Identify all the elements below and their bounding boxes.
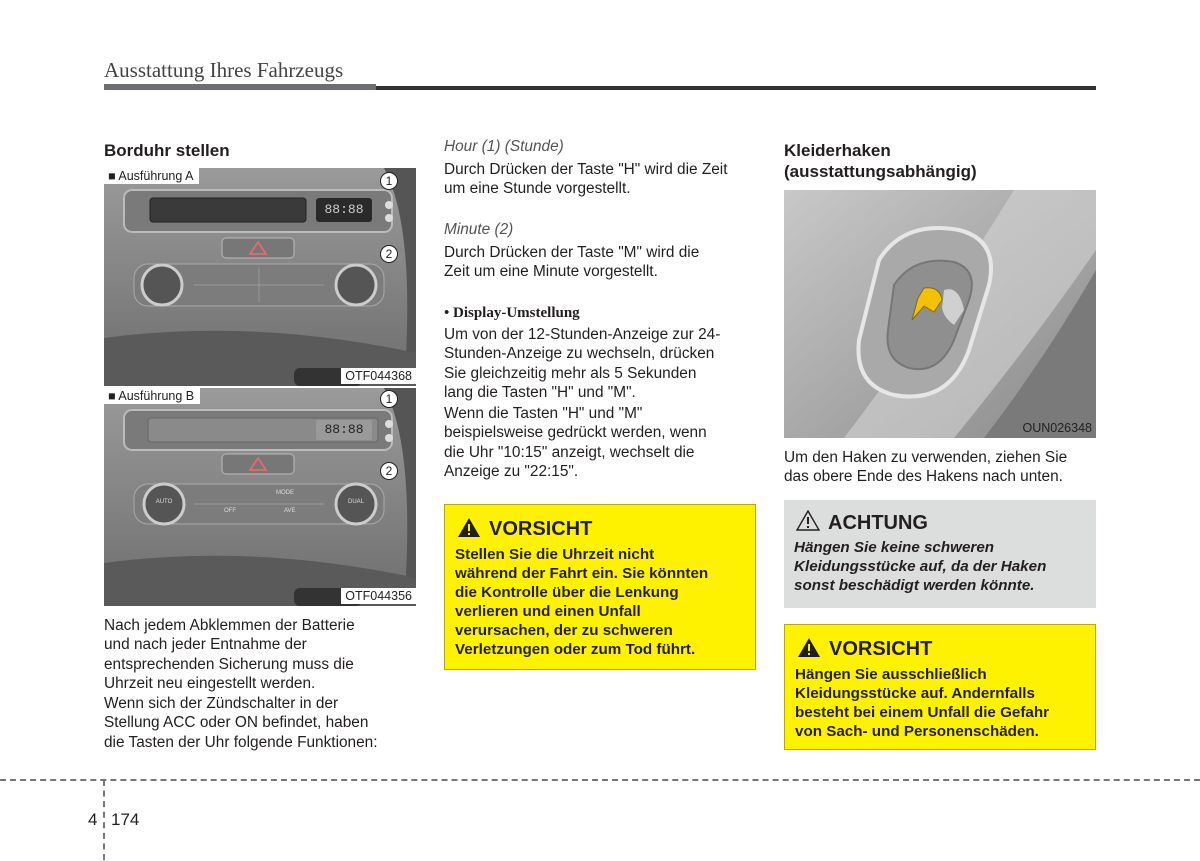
header-rule-accent <box>104 84 376 90</box>
knob-label-dual: DUAL <box>347 499 364 505</box>
button-label-off: OFF <box>224 508 236 514</box>
hour-title: Hour (1) (Stunde) <box>444 138 564 155</box>
footer-rule <box>0 779 1200 781</box>
notice-title: ACHTUNG <box>828 512 928 534</box>
minute-title: Minute (2) <box>444 221 514 238</box>
paragraph-battery: Nach jedem Abklemmen der Batterie und nach jeder Entnahme der entsprechenden Sicherung muss die Uhrzeit neu eingestellt werden. <box>104 617 355 692</box>
figure-code-hook: OUN026348 <box>1022 421 1092 435</box>
display-example-text: Wenn die Tasten "H" und "M" beispielsweise gedrückt werden, wenn die Uhr "10:15" anzeigt, wechselt die Anzeige zu "22:15". <box>444 405 707 480</box>
caution-text: Stellen Sie die Uhrzeit nicht während der Fahrt ein. Sie könnten die Kontrolle über die Lenkung verlieren und einen Unfall verursachen, der zu schweren Verletzungen oder zum Tod führt. <box>455 546 709 658</box>
figure-coat-hook <box>784 190 1096 438</box>
coat-hook-illustration <box>784 190 1096 438</box>
display-switch-title: • Display-Umstellung <box>444 305 580 321</box>
notice-box-hook <box>784 500 1096 608</box>
warning-triangle-icon <box>797 637 821 658</box>
notice-triangle-icon <box>796 510 820 531</box>
figure-clock-variant-a <box>104 168 416 386</box>
callout-1-a: 1 <box>380 172 398 190</box>
display-switch-text: Um von der 12-Stunden-Anzeige zur 24- Stunden-Anzeige zu wechseln, drücken Sie gleichzeitig mehr als 5 Sekunden lang die Tasten "H" und "M". <box>444 326 721 401</box>
caution-text-hook: Hängen Sie ausschließlich Kleidungsstücke auf. Andernfalls besteht bei einem Unfall die Gefahr von Sach- und Personenschäden. <box>795 666 1050 740</box>
caution-box-hook <box>784 624 1096 750</box>
figure-label-a: Ausführung A <box>118 169 194 183</box>
hook-usage-text: Um den Haken zu verwenden, ziehen Sie das obere Ende des Hakens nach unten. <box>784 449 1068 486</box>
warning-triangle-icon <box>457 517 481 538</box>
knob-label-auto: AUTO <box>155 499 173 505</box>
button-label-ave: AVE <box>284 508 296 514</box>
paragraph-ignition: Wenn sich der Zündschalter in der Stellung ACC oder ON befindet, haben die Tasten der Uhr folgende Funktionen: <box>104 695 378 751</box>
callout-1-b: 1 <box>380 390 398 408</box>
footer-divider <box>103 780 105 860</box>
caution-title-hook: VORSICHT <box>829 638 933 660</box>
button-label-mode: MODE <box>276 490 294 496</box>
minute-text: Durch Drücken der Taste "M" wird die Zeit um eine Minute vorgestellt. <box>444 244 700 281</box>
figure-code-b: OTF044356 <box>341 588 416 604</box>
caution-box-clock <box>444 504 756 670</box>
page-number: 174 <box>111 810 140 829</box>
square-bullet-icon: ■ <box>108 389 116 403</box>
figure-code-a: OTF044368 <box>341 368 416 384</box>
clock-display-b: 88:88 <box>324 422 364 437</box>
figure-clock-variant-b <box>104 388 416 606</box>
caution-title: VORSICHT <box>489 518 593 540</box>
notice-text: Hängen Sie keine schweren Kleidungsstücke auf, da der Haken sonst beschädigt werden könnte. <box>794 539 1047 594</box>
hour-text: Durch Drücken der Taste "H" wird die Zeit um eine Stunde vorgestellt. <box>444 161 728 198</box>
section-heading-clock: Borduhr stellen <box>104 141 230 160</box>
chapter-number: 4 <box>88 810 98 829</box>
clock-display-a: 88:88 <box>324 202 364 217</box>
square-bullet-icon: ■ <box>108 169 116 183</box>
section-heading-hook: Kleiderhaken (ausstattungsabhängig) <box>784 141 977 181</box>
page-header-title: Ausstattung Ihres Fahrzeugs <box>104 58 344 82</box>
figure-label-b: Ausführung B <box>118 389 195 403</box>
callout-2-a: 2 <box>380 245 398 263</box>
callout-2-b: 2 <box>380 462 398 480</box>
